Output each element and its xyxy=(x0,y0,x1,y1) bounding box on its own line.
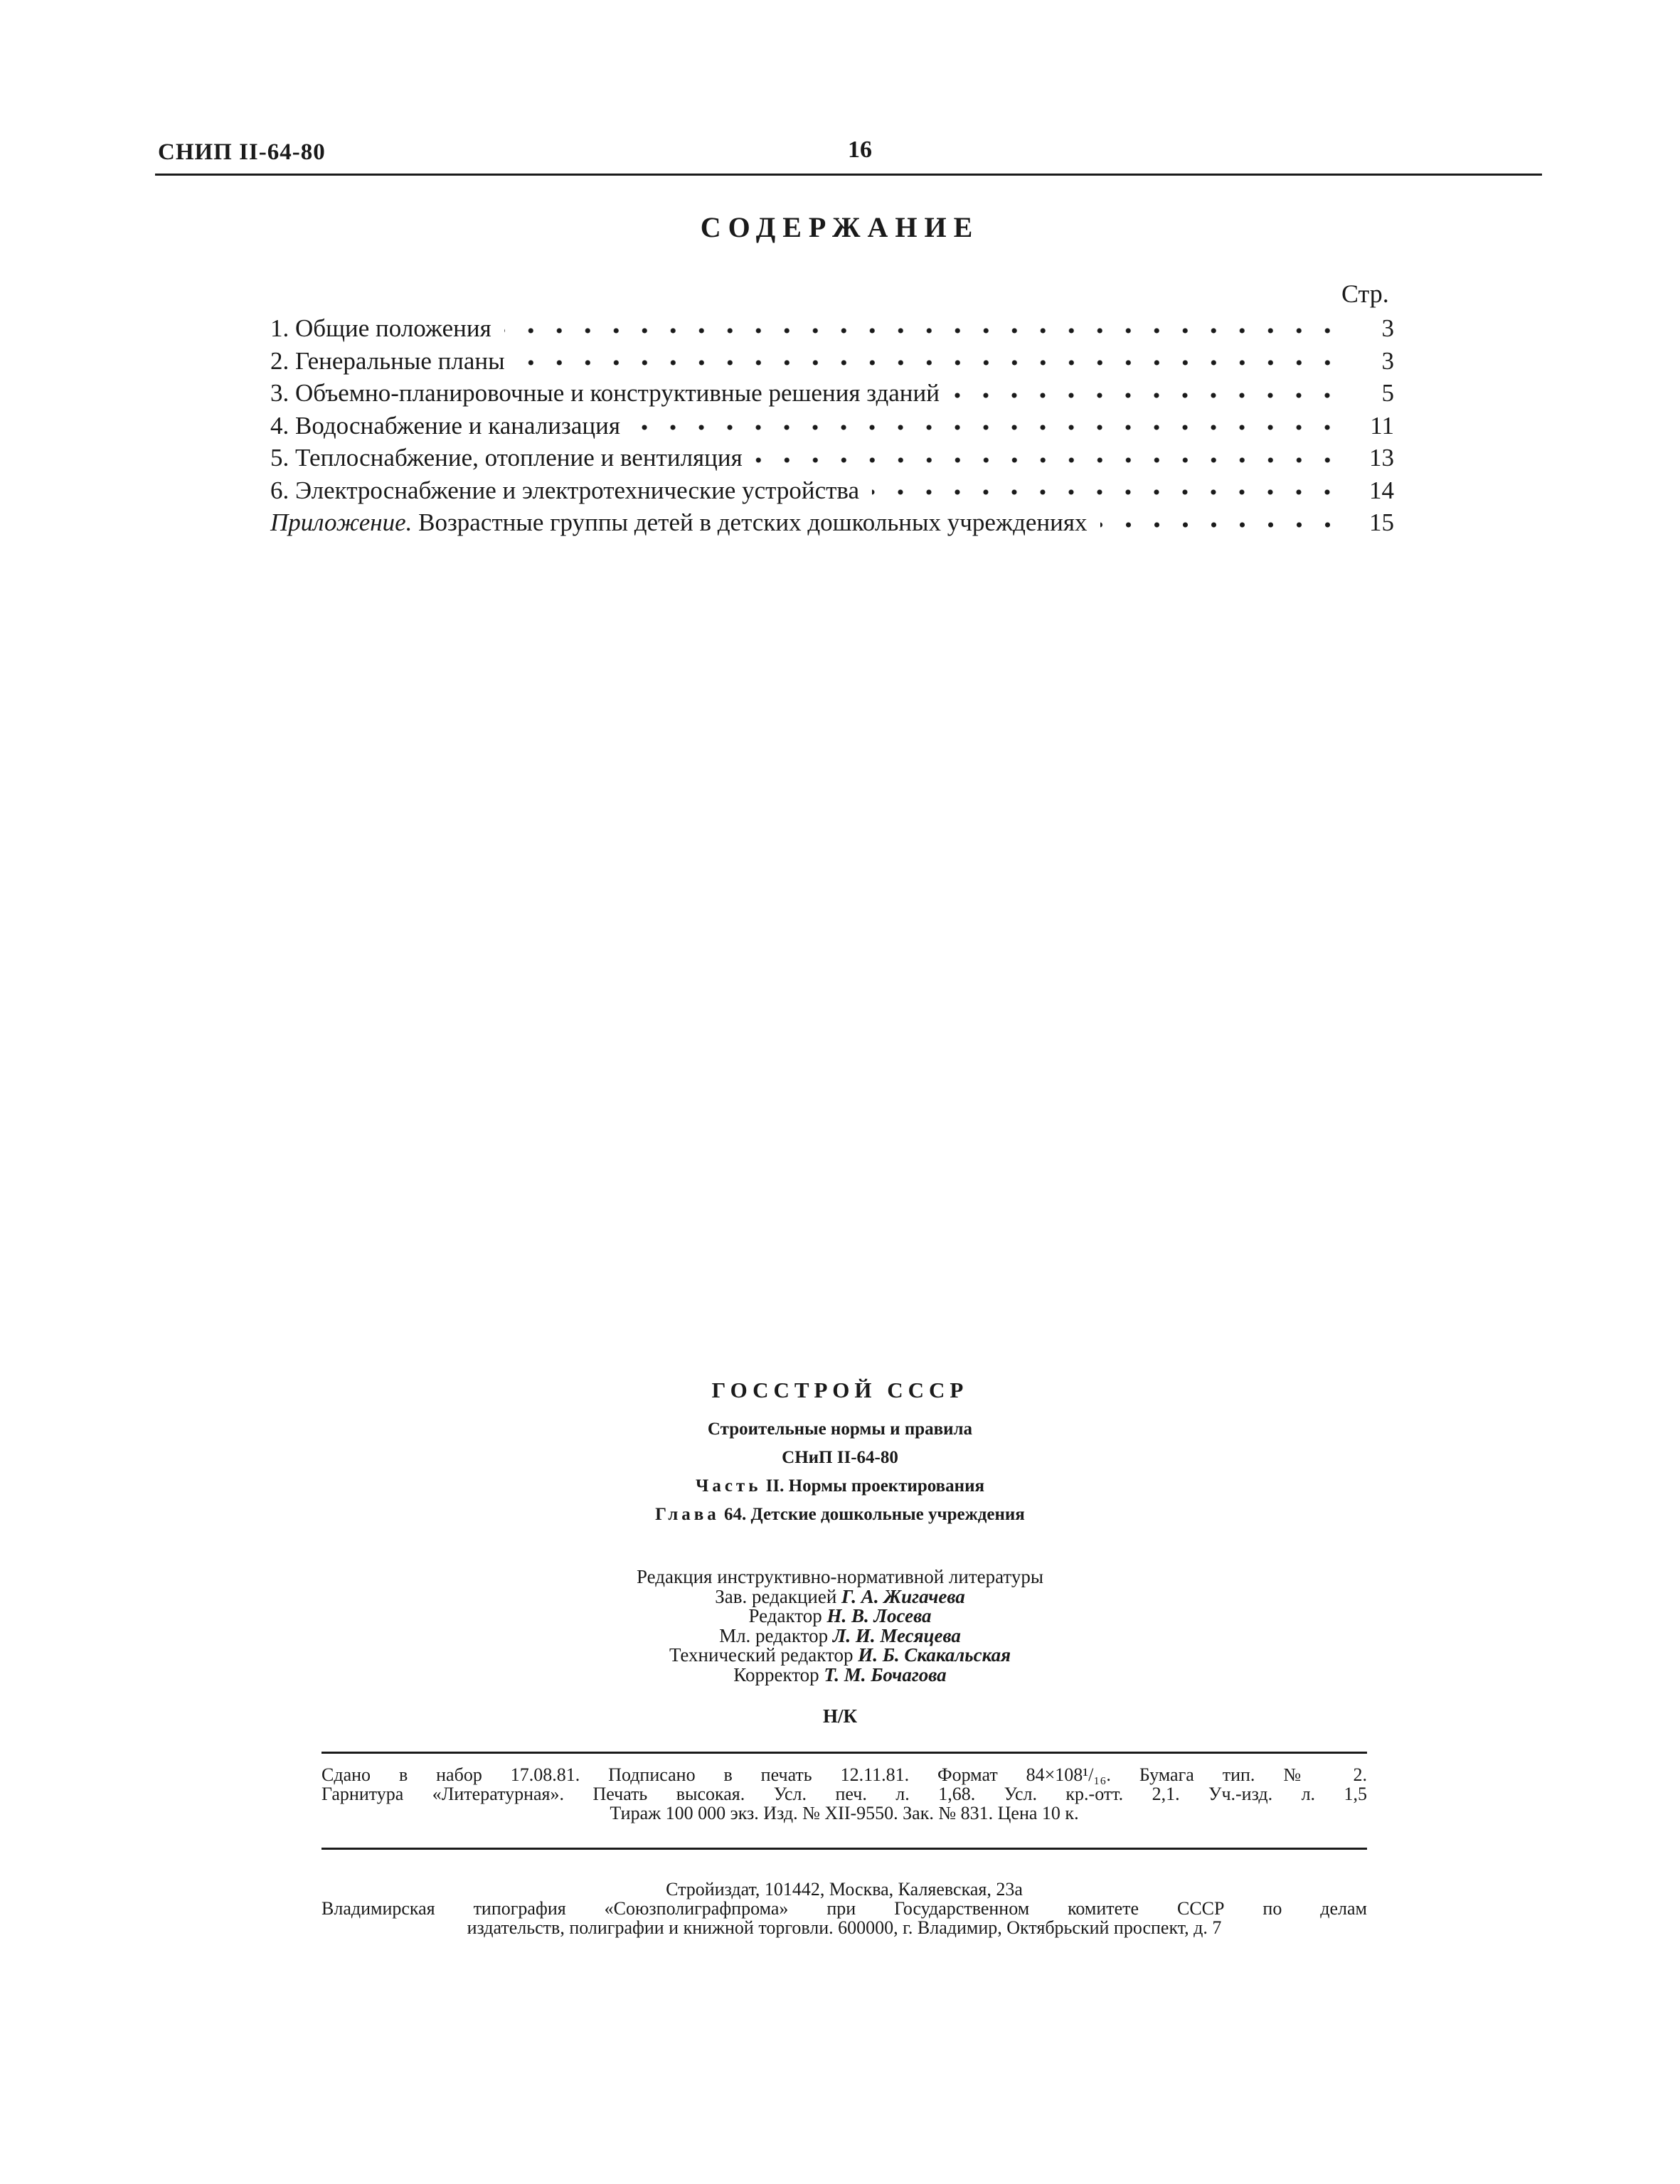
credit-name: Г. А. Жигачева xyxy=(841,1585,965,1607)
dot-leader xyxy=(1100,521,1342,528)
part-text: II. Нормы проектирования xyxy=(765,1476,985,1496)
chapter-line xyxy=(0,1505,1680,1525)
toc-list xyxy=(270,314,1394,541)
toc-item xyxy=(270,314,1394,347)
editorial-office: Редакция инструктивно-нормативной литературы xyxy=(637,1566,1043,1587)
printer-line: издательств, полиграфии и книжной торговли. 600000, г. Владимир, Октябрьский проспект, д. 7 xyxy=(467,1917,1222,1938)
toc-item-page: 14 xyxy=(1369,476,1394,504)
dot-leader xyxy=(872,489,1341,496)
publication-line: Сдано в набор 17.08.81. Подписано в печать 12.11.81. Формат 84×108¹/₁₆. Бумага тип. № 2. xyxy=(321,1764,1367,1785)
part-line xyxy=(0,1476,1680,1496)
toc-item xyxy=(270,444,1394,476)
imprint-rule-bottom xyxy=(321,1848,1367,1850)
toc-item-title: 2. Генеральные планы xyxy=(270,346,505,375)
toc-item xyxy=(270,412,1394,444)
toc-appendix-title xyxy=(270,508,1088,537)
printer-details xyxy=(321,1880,1367,1937)
toc-title: СОДЕРЖАНИЕ xyxy=(700,211,980,243)
toc-item xyxy=(270,379,1394,412)
credit-role: Технический редактор xyxy=(669,1644,854,1666)
part-label: Часть xyxy=(695,1476,762,1496)
toc-item-page: 11 xyxy=(1370,411,1394,440)
toc-item-page: 5 xyxy=(1381,379,1394,407)
appendix-text: Возрастные группы детей в детских дошкольных учреждениях xyxy=(418,508,1088,536)
imprint-code: СНиП II-64-80 xyxy=(782,1448,898,1467)
credit-name: Т. М. Бочагова xyxy=(824,1663,947,1685)
dot-leader xyxy=(755,457,1341,464)
toc-item xyxy=(270,347,1394,380)
toc-item-title: 3. Объемно-планировочные и конструктивные решения зданий xyxy=(270,379,940,407)
printer-line: Владимирская типография «Союзполиграфпрома» при Государственном комитете СССР по делам xyxy=(321,1898,1367,1919)
series-title: Строительные нормы и правила xyxy=(707,1419,973,1439)
appendix-label: Приложение. xyxy=(270,508,413,536)
toc-item-title: 6. Электроснабжение и электротехнические устройства xyxy=(270,476,860,504)
toc-page-column-label: Стр. xyxy=(1341,279,1389,308)
credit-name: Н. В. Лосева xyxy=(826,1605,932,1626)
document-code: СНИП II-64-80 xyxy=(158,139,326,165)
header-rule xyxy=(155,174,1542,176)
credit-role: Редактор xyxy=(748,1605,822,1626)
publication-details xyxy=(321,1765,1367,1823)
credit-role: Корректор xyxy=(733,1663,819,1685)
credit-tech-editor xyxy=(0,1646,1680,1666)
imprint-rule-top xyxy=(321,1752,1367,1754)
credit-name: И. Б. Скакальская xyxy=(858,1644,1011,1666)
dot-leader xyxy=(952,392,1341,399)
organization: ГОССТРОЙ СССР xyxy=(711,1378,969,1402)
dot-leader xyxy=(518,359,1341,366)
credit-jr-editor xyxy=(0,1626,1680,1646)
dot-leader xyxy=(504,327,1341,334)
publisher-address: Стройиздат, 101442, Москва, Каляевская, 23а xyxy=(666,1879,1023,1900)
toc-item xyxy=(270,476,1394,509)
publication-line: Тираж 100 000 экз. Изд. № XII-9550. Зак. № 831. Цена 10 к. xyxy=(610,1803,1079,1823)
toc-appendix-page: 15 xyxy=(1369,508,1394,536)
toc-item-title: 1. Общие положения xyxy=(270,314,491,342)
credit-proofreader xyxy=(0,1663,1680,1685)
dot-leader xyxy=(633,424,1341,431)
toc-appendix xyxy=(270,508,1394,541)
toc-item-page: 3 xyxy=(1381,314,1394,342)
toc-item-title: 5. Теплоснабжение, отопление и вентиляция xyxy=(270,444,743,472)
credits xyxy=(0,1567,1680,1685)
publication-line: Гарнитура «Литературная». Печать высокая. Усл. печ. л. 1,68. Усл. кр.-отт. 2,1. Уч.-изд. л. 1,5 xyxy=(321,1784,1367,1804)
toc-item-page: 13 xyxy=(1369,444,1394,472)
chapter-label: Глава xyxy=(655,1505,720,1524)
chapter-text: 64. Детские дошкольные учреждения xyxy=(724,1505,1025,1524)
credit-name: Л. И. Месяцева xyxy=(832,1624,961,1646)
toc-item-title: 4. Водоснабжение и канализация xyxy=(270,411,620,440)
credit-editor xyxy=(0,1607,1680,1626)
hk-mark: Н/К xyxy=(822,1705,858,1727)
credit-role: Зав. редакцией xyxy=(715,1585,837,1607)
credit-role: Мл. редактор xyxy=(719,1624,829,1646)
credit-head xyxy=(0,1587,1680,1607)
toc-item-page: 3 xyxy=(1381,346,1394,375)
page-number: 16 xyxy=(848,137,872,163)
